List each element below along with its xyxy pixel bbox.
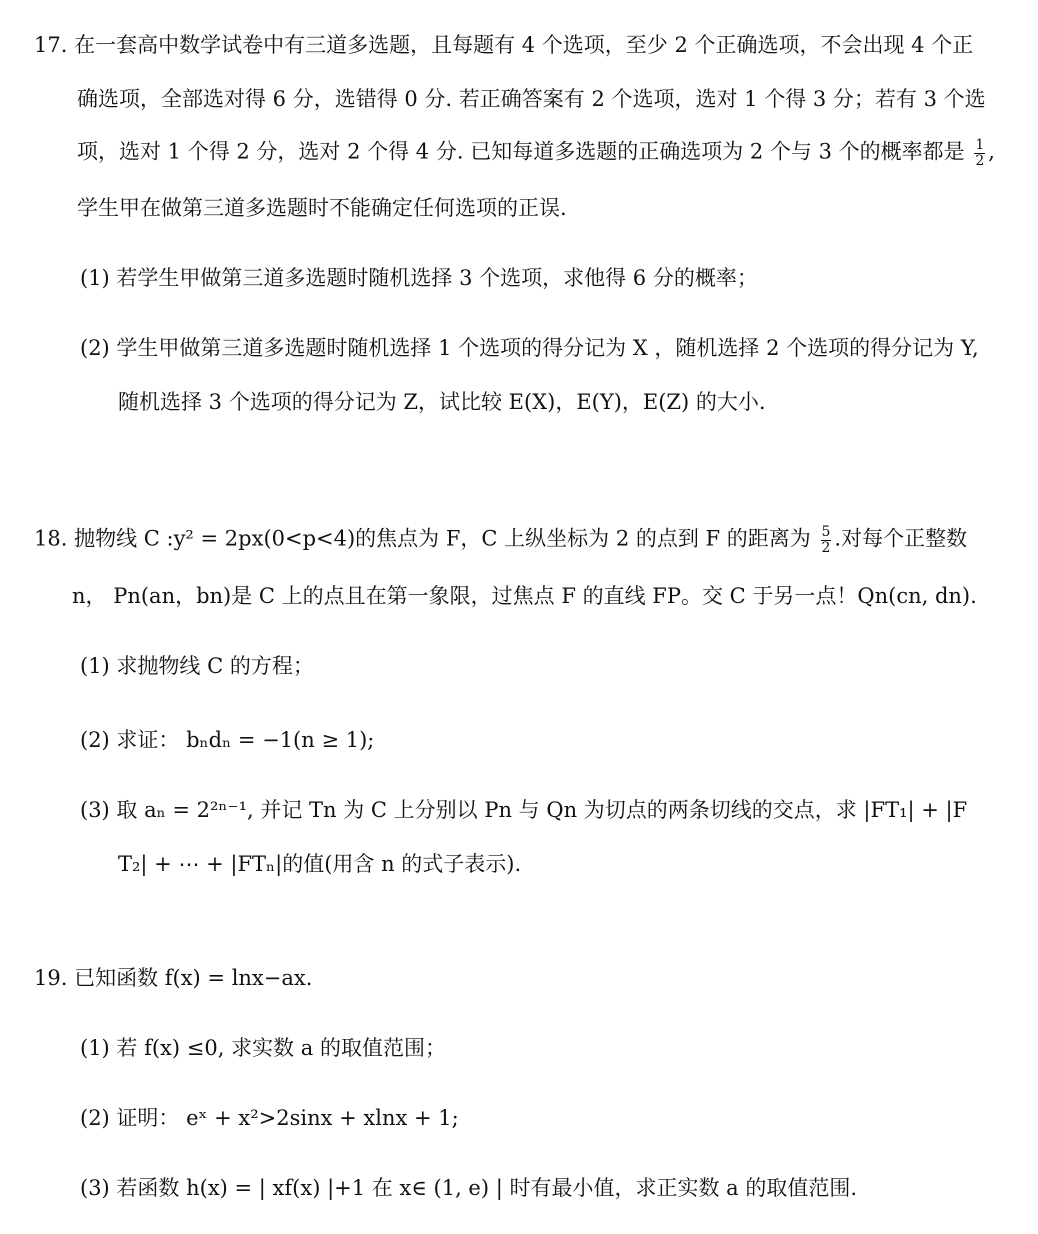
q17-line-2: 确选项，全部选对得 6 分，选错得 0 分. 若正确答案有 2 个选项，选对 1 个得 3 分；若有 3 个选 [77, 87, 986, 111]
q18-part-1: (1) 求抛物线 C 的方程； [80, 654, 314, 678]
q18-part-2: (2) 求证： bₙdₙ = −1(n ≥ 1); [80, 728, 375, 752]
q19-line-1: 19. 已知函数 f(x) = lnx−ax. [34, 966, 313, 990]
q18-line-2: n， Pn(an，bn)是 C 上的点且在第一象限，过焦点 F 的直线 FP。交 C 于另一点！Qn(cn, dn). [72, 584, 977, 608]
q17-part-1: (1) 若学生甲做第三道多选题时随机选择 3 个选项，求他得 6 分的概率； [80, 266, 758, 290]
q17-line-3 [77, 138, 995, 168]
q17-line-1: 17. 在一套高中数学试卷中有三道多选题，且每题有 4 个选项，至少 2 个正确选项，不会出现 4 个正 [34, 33, 974, 57]
q17-fraction-numerator: 1 [975, 137, 985, 153]
q17-line-3-end: , [988, 139, 995, 164]
q18-fraction [821, 525, 832, 555]
q18-part-3-line-1: (3) 取 aₙ = 2²ⁿ⁻¹, 并记 Tn 为 C 上分别以 Pn 与 Qn 为切点的两条切线的交点，求 |FT₁| + |F [80, 798, 968, 822]
q17-part-2-line-1: (2) 学生甲做第三道多选题时随机选择 1 个选项的得分记为 X ，随机选择 2 个选项的得分记为 Y, [80, 336, 979, 360]
q18-line-1-end: .对每个正整数 [834, 526, 968, 551]
q17-line-3-text: 项，选对 1 个得 2 分，选对 2 个得 4 分. 已知每道多选题的正确选项为 2 个与 3 个的概率都是 [77, 139, 965, 164]
q18-fraction-denominator: 2 [821, 539, 831, 556]
q17-line-4: 学生甲在做第三道多选题时不能确定任何选项的正误. [77, 196, 567, 220]
q18-line-1 [34, 525, 967, 555]
q17-fraction-denominator: 2 [975, 152, 985, 169]
q18-fraction-numerator: 5 [821, 524, 831, 540]
q18-part-3-line-2: T₂| + ⋯ + |FTₙ|的值(用含 n 的式子表示). [118, 852, 522, 876]
q17-part-2-line-2: 随机选择 3 个选项的得分记为 Z，试比较 E(X)，E(Y)，E(Z) 的大小. [118, 390, 766, 414]
q17-fraction [974, 138, 985, 168]
q19-part-2: (2) 证明： eˣ + x²>2sinx + xlnx + 1; [80, 1106, 459, 1130]
q18-line-1-text: 18. 抛物线 C :y² = 2px(0<p<4)的焦点为 F，C 上纵坐标为 2 的点到 F 的距离为 [34, 526, 811, 551]
q19-part-3: (3) 若函数 h(x) = | xf(x) |+1 在 x∈ (1, e) | 时有最小值，求正实数 a 的取值范围. [80, 1176, 858, 1200]
q19-part-1: (1) 若 f(x) ≤0, 求实数 a 的取值范围； [80, 1036, 446, 1060]
